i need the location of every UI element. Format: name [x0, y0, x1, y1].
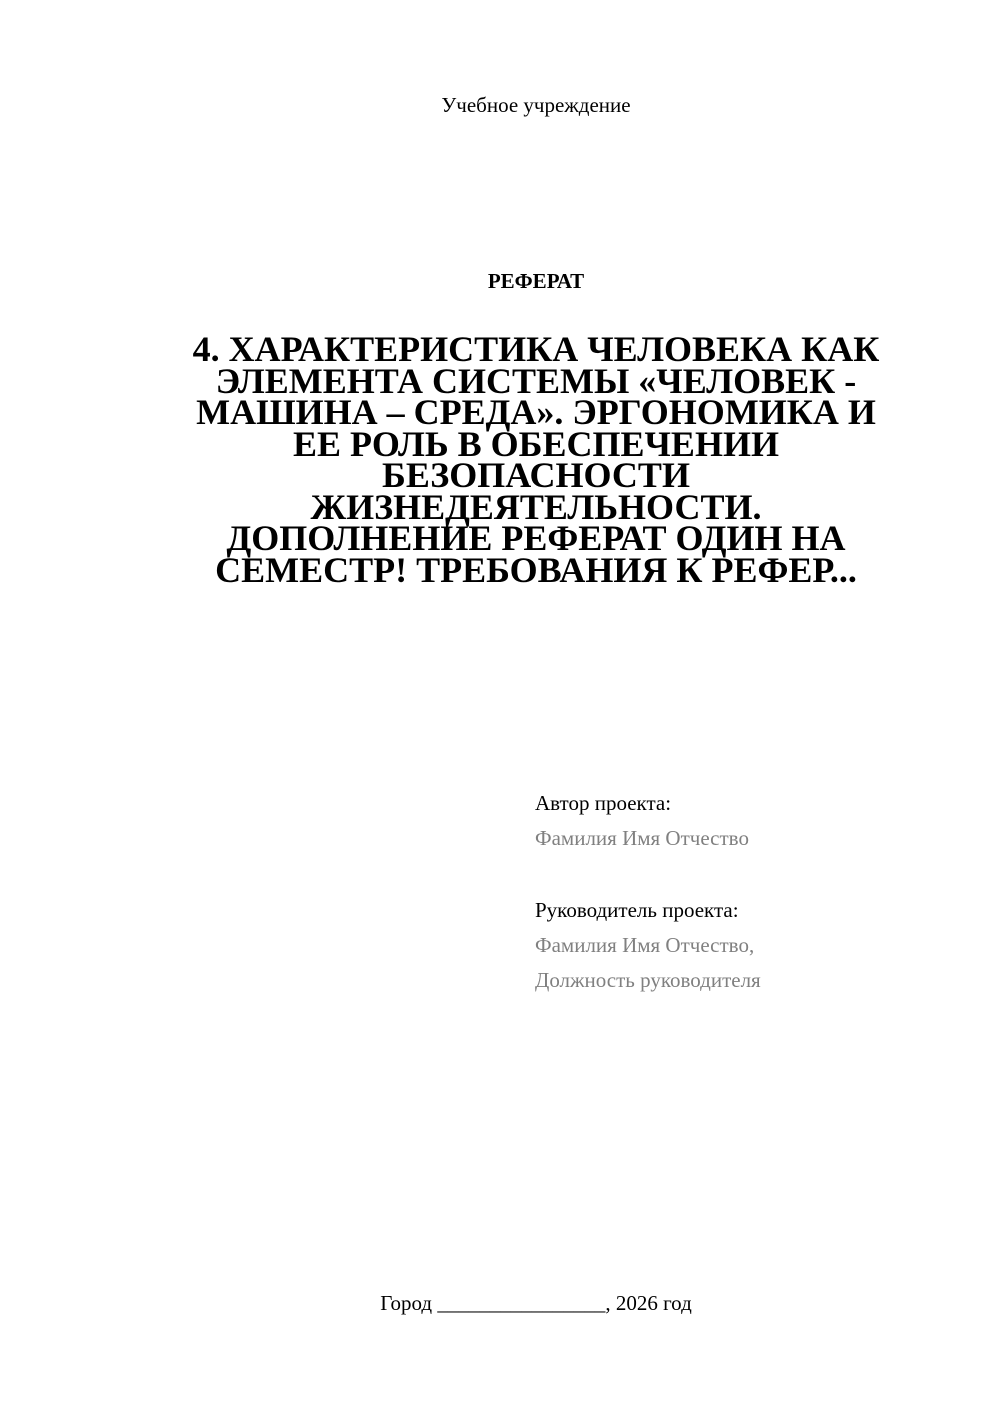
institution-name: Учебное учреждение — [441, 93, 631, 117]
title-line: ЕЕ РОЛЬ В ОБЕСПЕЧЕНИИ — [293, 423, 779, 464]
title-line: ДОПОЛНЕНИЕ РЕФЕРАТ ОДИН НА — [226, 518, 846, 558]
title-line: ЭЛЕМЕНТА СИСТЕМЫ «ЧЕЛОВЕК - — [215, 360, 857, 401]
title-line: БЕЗОПАСНОСТИ — [382, 455, 690, 495]
supervisor-label: Руководитель проекта: — [535, 898, 739, 922]
title-line: СЕМЕСТР! ТРЕБОВАНИЯ К РЕФЕР... — [215, 549, 857, 590]
title-line: МАШИНА – СРЕДА». ЭРГОНОМИКА И — [196, 392, 876, 432]
supervisor-name: Фамилия Имя Отчество, — [535, 933, 755, 957]
title-line: 4. ХАРАКТЕРИСТИКА ЧЕЛОВЕКА КАК — [192, 329, 880, 369]
author-label: Автор проекта: — [535, 791, 672, 815]
author-block — [535, 786, 975, 856]
supervisor-position: Должность руководителя — [535, 968, 761, 992]
author-name: Фамилия Имя Отчество — [535, 826, 749, 850]
document-type: РЕФЕРАТ — [487, 269, 585, 293]
supervisor-block — [535, 893, 975, 998]
title-line: ЖИЗНЕДЕЯТЕЛЬНОСТИ. — [310, 486, 762, 527]
document-title — [140, 329, 932, 590]
city-year-line: Город ________________, 2026 год — [380, 1291, 692, 1315]
